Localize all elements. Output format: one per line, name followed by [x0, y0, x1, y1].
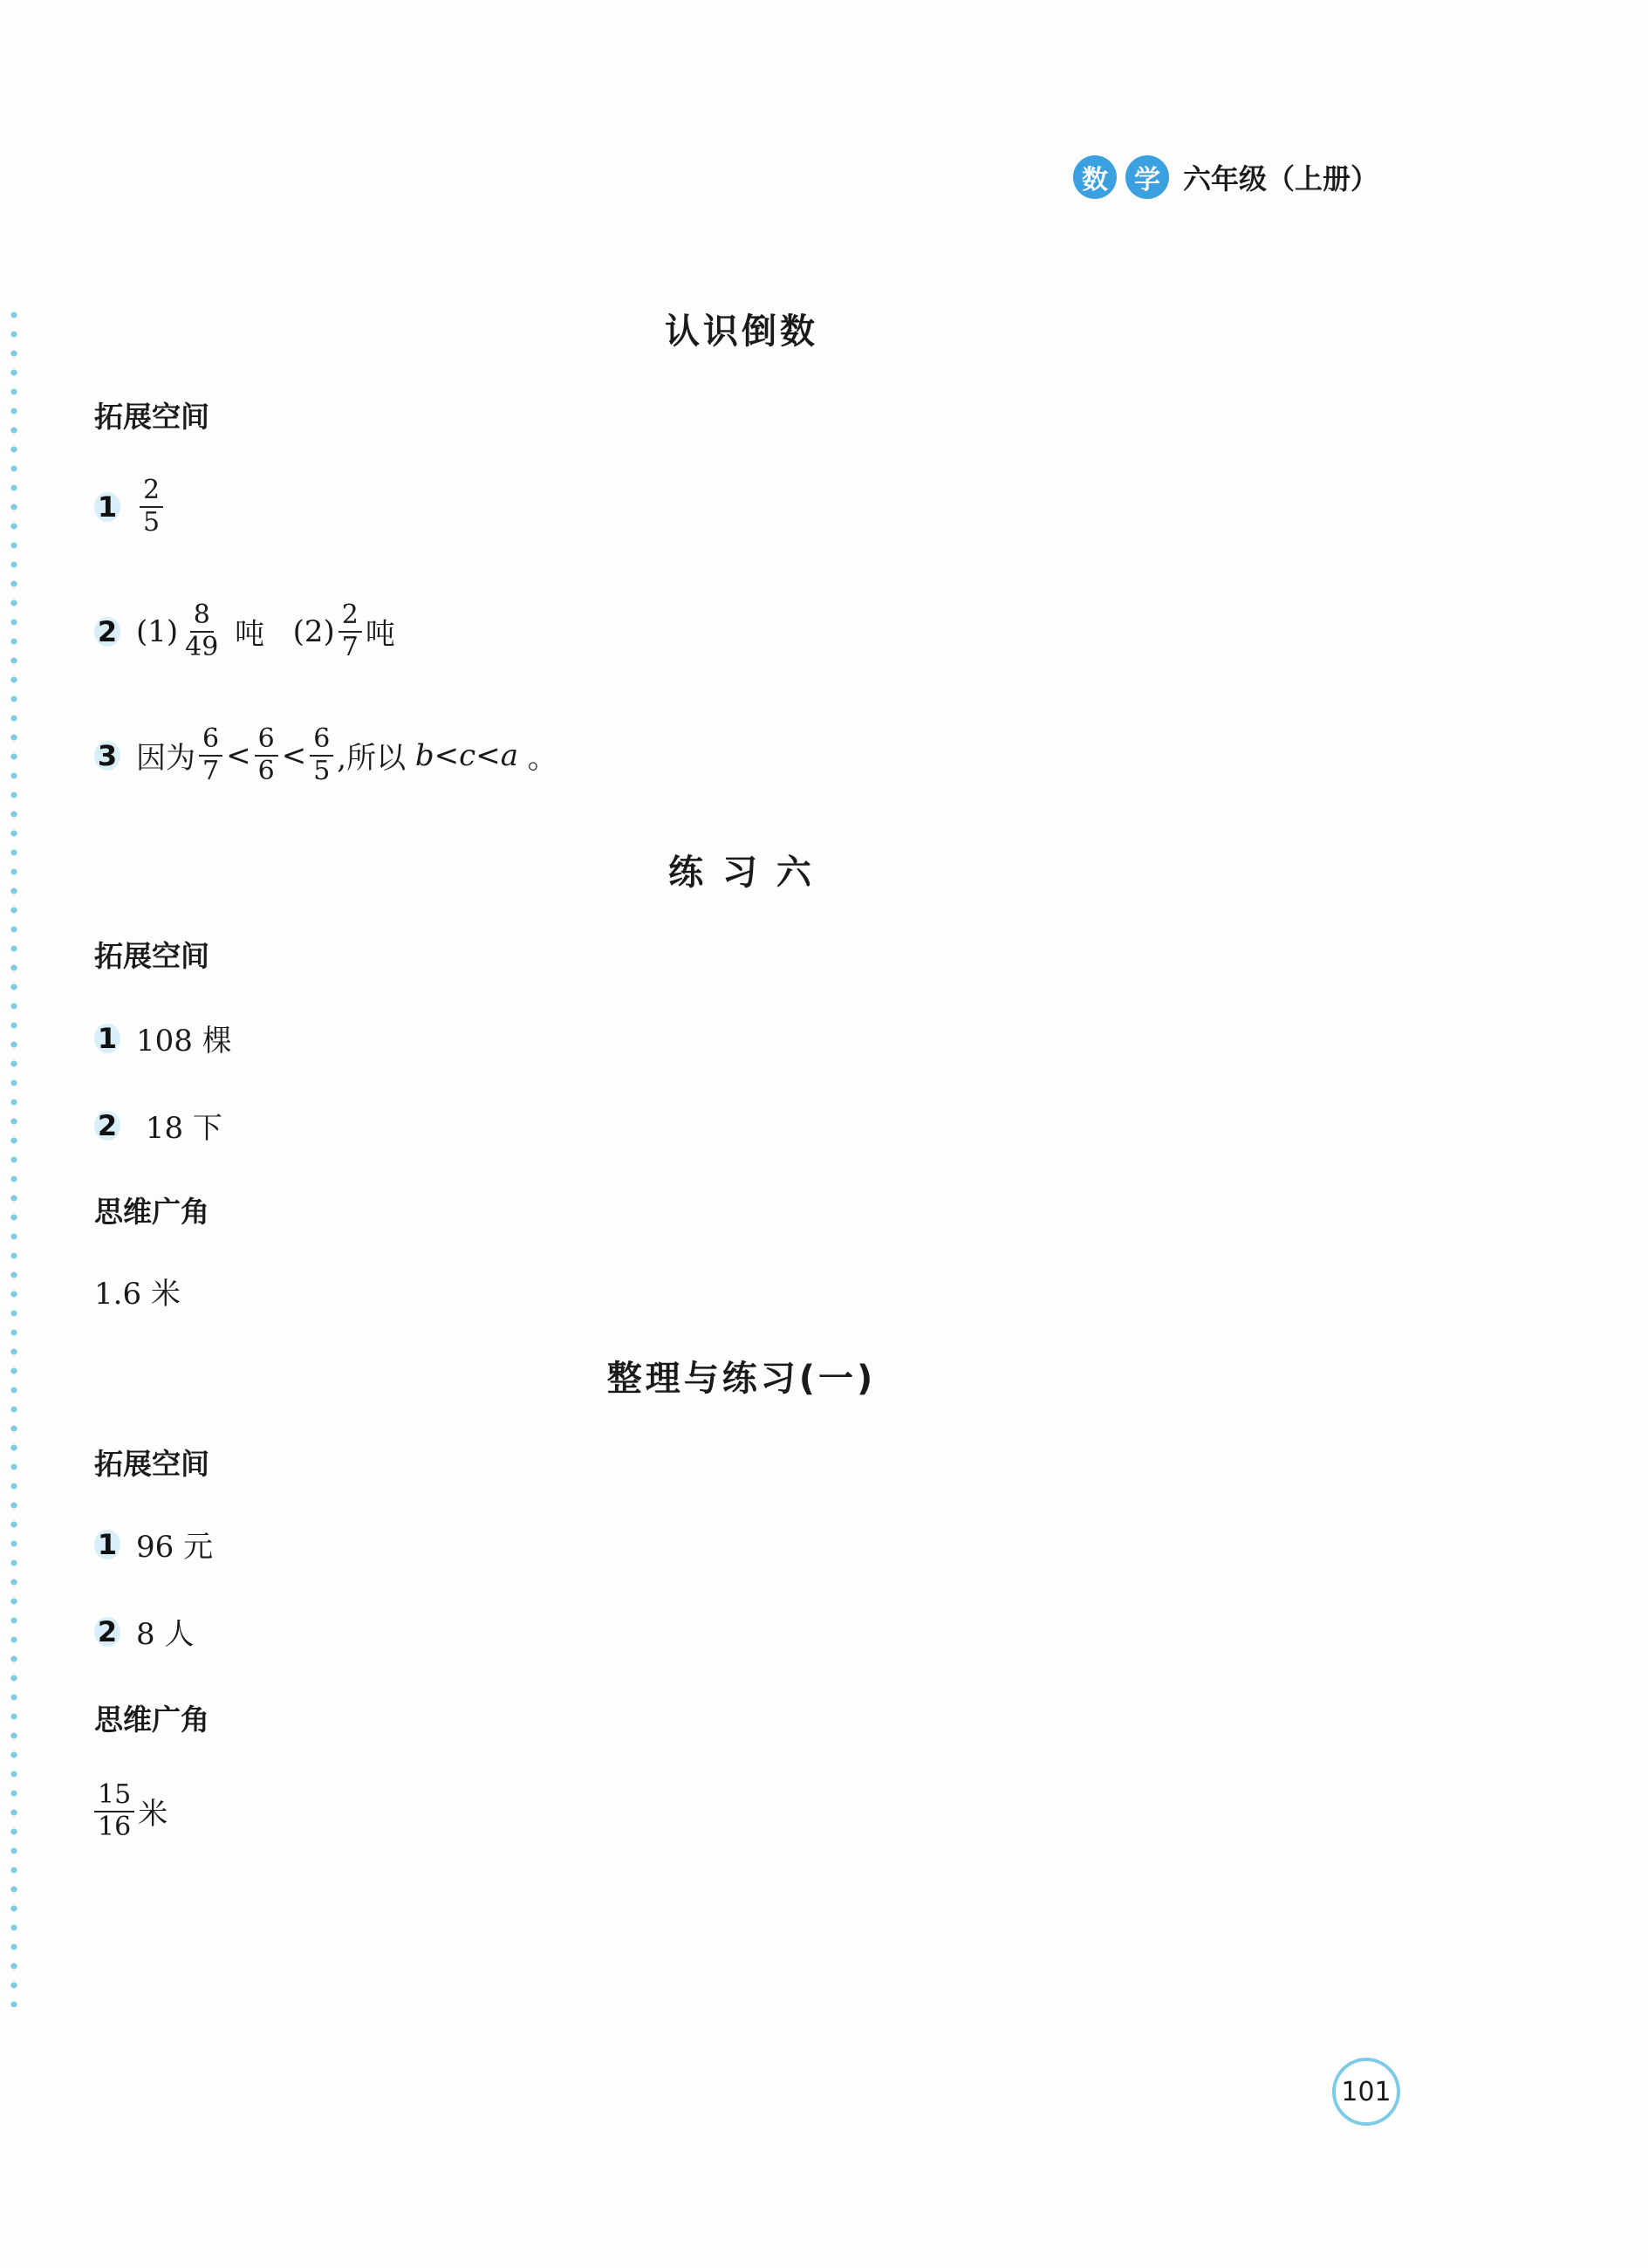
header: [1073, 155, 1378, 199]
answer-item: 2 (1) $\frac{8}{49}$ 吨 (2) $\frac{2}{7}$ 吨: [94, 600, 395, 662]
section-title: 练 习 六: [668, 853, 815, 893]
item-number: 1: [94, 1024, 120, 1053]
item-number: 2: [94, 617, 120, 647]
fraction: $\frac{6}{7}$: [199, 724, 222, 786]
item-number: 1: [94, 492, 120, 522]
subheading: 拓展空间: [94, 400, 209, 434]
fraction: $\frac{6}{5}$: [310, 724, 333, 786]
fraction: $\frac{8}{49}$: [185, 600, 219, 662]
page-number: 101: [1332, 2058, 1400, 2126]
subheading: 思维广角: [94, 1195, 209, 1229]
subheading: 思维广角: [94, 1703, 209, 1737]
answer-text: 1.6 米: [94, 1277, 181, 1312]
answer-item: 2 18 下: [94, 1104, 222, 1147]
answer-item: [94, 476, 167, 538]
subheading: 拓展空间: [94, 939, 209, 973]
subheading: 拓展空间: [94, 1447, 209, 1481]
fraction: $\frac{2}{7}$: [338, 600, 362, 662]
fraction: $\frac{2}{5}$: [140, 476, 163, 538]
fraction: $\frac{15}{16}$: [94, 1780, 134, 1842]
subject-badge-1: 数: [1073, 155, 1117, 199]
subject-badge-2: 学: [1125, 155, 1169, 199]
section-title: 认识倒数: [665, 312, 818, 352]
answer-item: 2 8 人: [94, 1610, 194, 1653]
item-number: 2: [94, 1617, 120, 1647]
fraction: $\frac{6}{6}$: [255, 724, 278, 786]
answer-item: 1 96 元: [94, 1523, 213, 1566]
decorative-dotted-border: [7, 305, 21, 2007]
answer-item: 3 因为 $\frac{6}{7}$ < $\frac{6}{6}$ < $\frac{6}{5}$ ,所以 b < c < a 。: [94, 724, 557, 786]
item-number: 2: [94, 1111, 120, 1141]
item-number: 3: [94, 741, 120, 771]
answer-item: 1 108 棵: [94, 1017, 232, 1059]
item-number: 1: [94, 1530, 120, 1559]
answer-item: $\frac{15}{16}$ 米: [94, 1780, 168, 1842]
section-title: 整理与练习(一): [606, 1359, 877, 1399]
grade-label: 六年级（上册）: [1183, 162, 1379, 195]
